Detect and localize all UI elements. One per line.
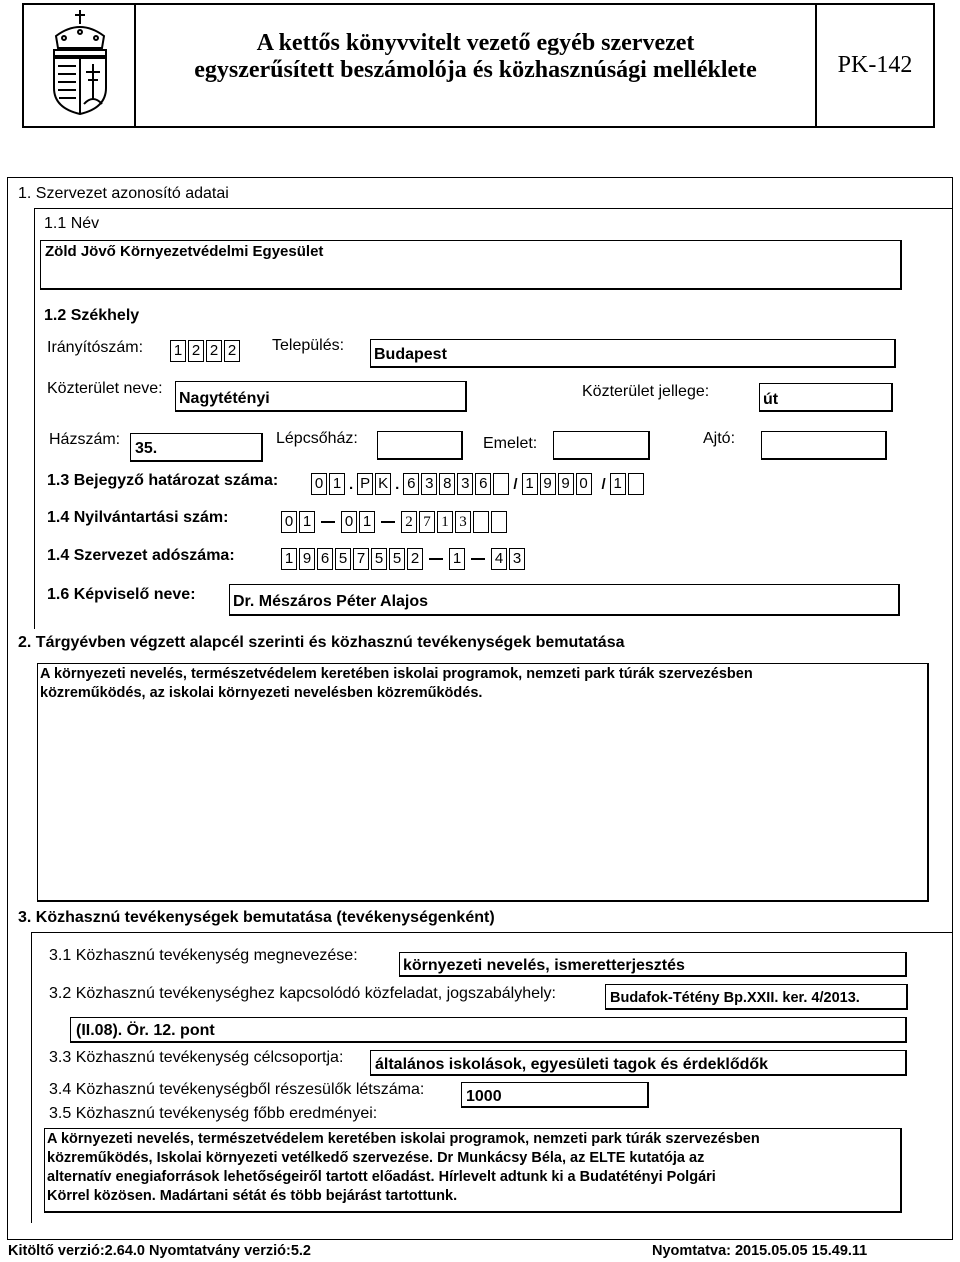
- dash-separator: [321, 521, 335, 523]
- floor-field[interactable]: [553, 431, 650, 460]
- street-label: Közterület neve:: [47, 380, 163, 397]
- tax-number-label: 1.4 Szervezet adószáma:: [47, 547, 235, 564]
- seat-label: 1.2 Székhely: [44, 307, 140, 324]
- results-line: közreműködés, Iskolai környezeti vetélkedő szervezése. Dr Munkácsy Béla, az ELTE kutatója az: [47, 1150, 705, 1166]
- section2-line: A környezeti nevelés, természetvédelem keretében iskolai programok, nemzeti park túrák szervezésben: [40, 666, 753, 682]
- results-line: Körrel közösen. Madártani sétát és több bejárást tartottunk.: [47, 1188, 458, 1204]
- footer-version: Kitöltő verzió:2.64.0 Nyomtatvány verzió:5.2: [8, 1243, 311, 1259]
- activity-label: 3.1 Közhasznú tevékenység megnevezése:: [49, 947, 358, 964]
- form-title: [136, 30, 815, 84]
- dash-separator: [429, 558, 443, 560]
- coat-of-arms-icon: [44, 8, 116, 118]
- count-value: 1000: [466, 1088, 502, 1105]
- tax-number-char[interactable]: 7: [353, 548, 369, 570]
- zip-digit[interactable]: 2: [206, 340, 222, 362]
- reg-number-char[interactable]: 0: [281, 511, 297, 533]
- section2-text: [40, 665, 753, 703]
- tax-number-char[interactable]: 3: [509, 548, 525, 570]
- section2-heading: 2. Tárgyévben végzett alapcél szerinti és közhasznú tevékenységek bemutatása: [18, 634, 625, 651]
- target-label: 3.3 Közhasznú tevékenység célcsoportja:: [49, 1049, 344, 1066]
- reg-number-cells[interactable]: [281, 511, 509, 533]
- tax-number-char[interactable]: 5: [389, 548, 405, 570]
- reg-decision-char[interactable]: [493, 473, 509, 495]
- activity-value: környezeti nevelés, ismeretterjesztés: [403, 957, 685, 974]
- reg-decision-char[interactable]: 0: [311, 473, 327, 495]
- results-label: 3.5 Közhasznú tevékenység főbb eredményei:: [49, 1105, 378, 1122]
- reg-decision-dot: .: [349, 475, 354, 493]
- tax-number-char[interactable]: 5: [335, 548, 351, 570]
- form-title-line2: egyszerűsített beszámolója és közhasznúsági melléklete: [194, 57, 757, 83]
- reg-decision-char[interactable]: 3: [457, 473, 473, 495]
- tax-number-char[interactable]: 5: [371, 548, 387, 570]
- door-field[interactable]: [761, 431, 887, 460]
- public-task-value-2: (II.08). Ör. 12. pont: [76, 1022, 215, 1039]
- name-value: Zöld Jövő Környezetvédelmi Egyesület: [45, 243, 324, 260]
- reg-decision-slash: /: [513, 475, 518, 493]
- zip-label: Irányítószám:: [47, 339, 144, 356]
- reg-number-char[interactable]: 2: [401, 511, 417, 533]
- stair-field[interactable]: [377, 431, 463, 460]
- zip-cells[interactable]: [170, 340, 242, 362]
- street-type-field[interactable]: [759, 383, 893, 412]
- results-line: alternatív enegiaforrások lehetőségeiről tartott előadást. Hírlevelt adtunk ki a Budatétényi Polgári: [47, 1169, 716, 1185]
- reg-number-char[interactable]: 3: [455, 511, 471, 533]
- zip-digit[interactable]: 2: [188, 340, 204, 362]
- dash-separator: [471, 558, 485, 560]
- tax-number-char[interactable]: 9: [299, 548, 315, 570]
- reg-decision-char[interactable]: P: [357, 473, 373, 495]
- count-label: 3.4 Közhasznú tevékenységből részesülők létszáma:: [49, 1081, 425, 1098]
- reg-decision-char[interactable]: 9: [558, 473, 574, 495]
- reg-number-char[interactable]: 1: [359, 511, 375, 533]
- tax-number-char[interactable]: 2: [407, 548, 423, 570]
- section2-line: közreműködés, az iskolai környezeti nevelésben közreműködés.: [40, 685, 483, 701]
- reg-decision-char[interactable]: 0: [576, 473, 592, 495]
- reg-decision-char[interactable]: 1: [610, 473, 626, 495]
- city-value: Budapest: [374, 346, 447, 363]
- form-code: PK-142: [837, 52, 913, 78]
- reg-number-char[interactable]: 0: [341, 511, 357, 533]
- reg-decision-char[interactable]: 1: [329, 473, 345, 495]
- tax-number-char[interactable]: 4: [491, 548, 507, 570]
- reg-number-char[interactable]: 7: [419, 511, 435, 533]
- reg-decision-char[interactable]: 6: [403, 473, 419, 495]
- zip-digit[interactable]: 1: [170, 340, 186, 362]
- dash-separator: [381, 521, 395, 523]
- footer-printed: Nyomtatva: 2015.05.05 15.49.11: [652, 1243, 868, 1259]
- name-label: 1.1 Név: [44, 215, 100, 232]
- public-task-label: 3.2 Közhasznú tevékenységhez kapcsolódó közfeladat, jogszabályhely:: [49, 985, 556, 1002]
- results-line: A környezeti nevelés, természetvédelem keretében iskolai programok, nemzeti park túrák szervezésben: [47, 1131, 760, 1147]
- section1-heading: 1. Szervezet azonosító adatai: [18, 185, 229, 202]
- reg-number-label: 1.4 Nyilvántartási szám:: [47, 509, 229, 526]
- representative-label: 1.6 Képviselő neve:: [47, 586, 196, 603]
- reg-decision-char[interactable]: 3: [421, 473, 437, 495]
- tax-number-char[interactable]: 6: [317, 548, 333, 570]
- reg-decision-char[interactable]: K: [375, 473, 391, 495]
- results-text: [47, 1130, 760, 1206]
- tax-number-cells[interactable]: [281, 548, 527, 570]
- reg-decision-char[interactable]: 9: [540, 473, 556, 495]
- reg-decision-char[interactable]: 6: [475, 473, 491, 495]
- reg-decision-label: 1.3 Bejegyző határozat száma:: [47, 472, 279, 489]
- house-label: Házszám:: [49, 431, 121, 448]
- reg-decision-char[interactable]: 1: [522, 473, 538, 495]
- tax-number-char[interactable]: 1: [449, 548, 465, 570]
- street-value: Nagytétényi: [179, 390, 270, 407]
- target-value: általános iskolások, egyesületi tagok és érdeklődők: [375, 1056, 769, 1073]
- zip-digit[interactable]: 2: [224, 340, 240, 362]
- reg-number-char[interactable]: 1: [437, 511, 453, 533]
- public-task-value-1: Budafok-Tétény Bp.XXII. ker. 4/2013.: [610, 990, 860, 1006]
- street-type-label: Közterület jellege:: [582, 383, 710, 400]
- city-label: Település:: [272, 337, 345, 354]
- door-label: Ajtó:: [703, 430, 736, 447]
- reg-decision-char[interactable]: 8: [439, 473, 455, 495]
- stair-label: Lépcsőház:: [276, 430, 358, 447]
- reg-decision-char[interactable]: [628, 473, 644, 495]
- floor-label: Emelet:: [483, 435, 538, 452]
- tax-number-char[interactable]: 1: [281, 548, 297, 570]
- city-field[interactable]: [370, 339, 896, 368]
- reg-decision-cells[interactable]: [311, 473, 646, 495]
- reg-decision-dot: .: [395, 475, 400, 493]
- house-value: 35.: [135, 440, 158, 457]
- section3-heading: 3. Közhasznú tevékenységek bemutatása (tevékenységenként): [18, 909, 495, 926]
- reg-number-char[interactable]: [491, 511, 507, 533]
- reg-number-char[interactable]: 1: [299, 511, 315, 533]
- street-type-value: út: [763, 391, 779, 408]
- reg-decision-slash: /: [601, 475, 606, 493]
- representative-value: Dr. Mészáros Péter Alajos: [233, 593, 429, 610]
- form-title-line1: A kettős könyvvitelt vezető egyéb szervezet: [256, 30, 695, 56]
- reg-number-char[interactable]: [473, 511, 489, 533]
